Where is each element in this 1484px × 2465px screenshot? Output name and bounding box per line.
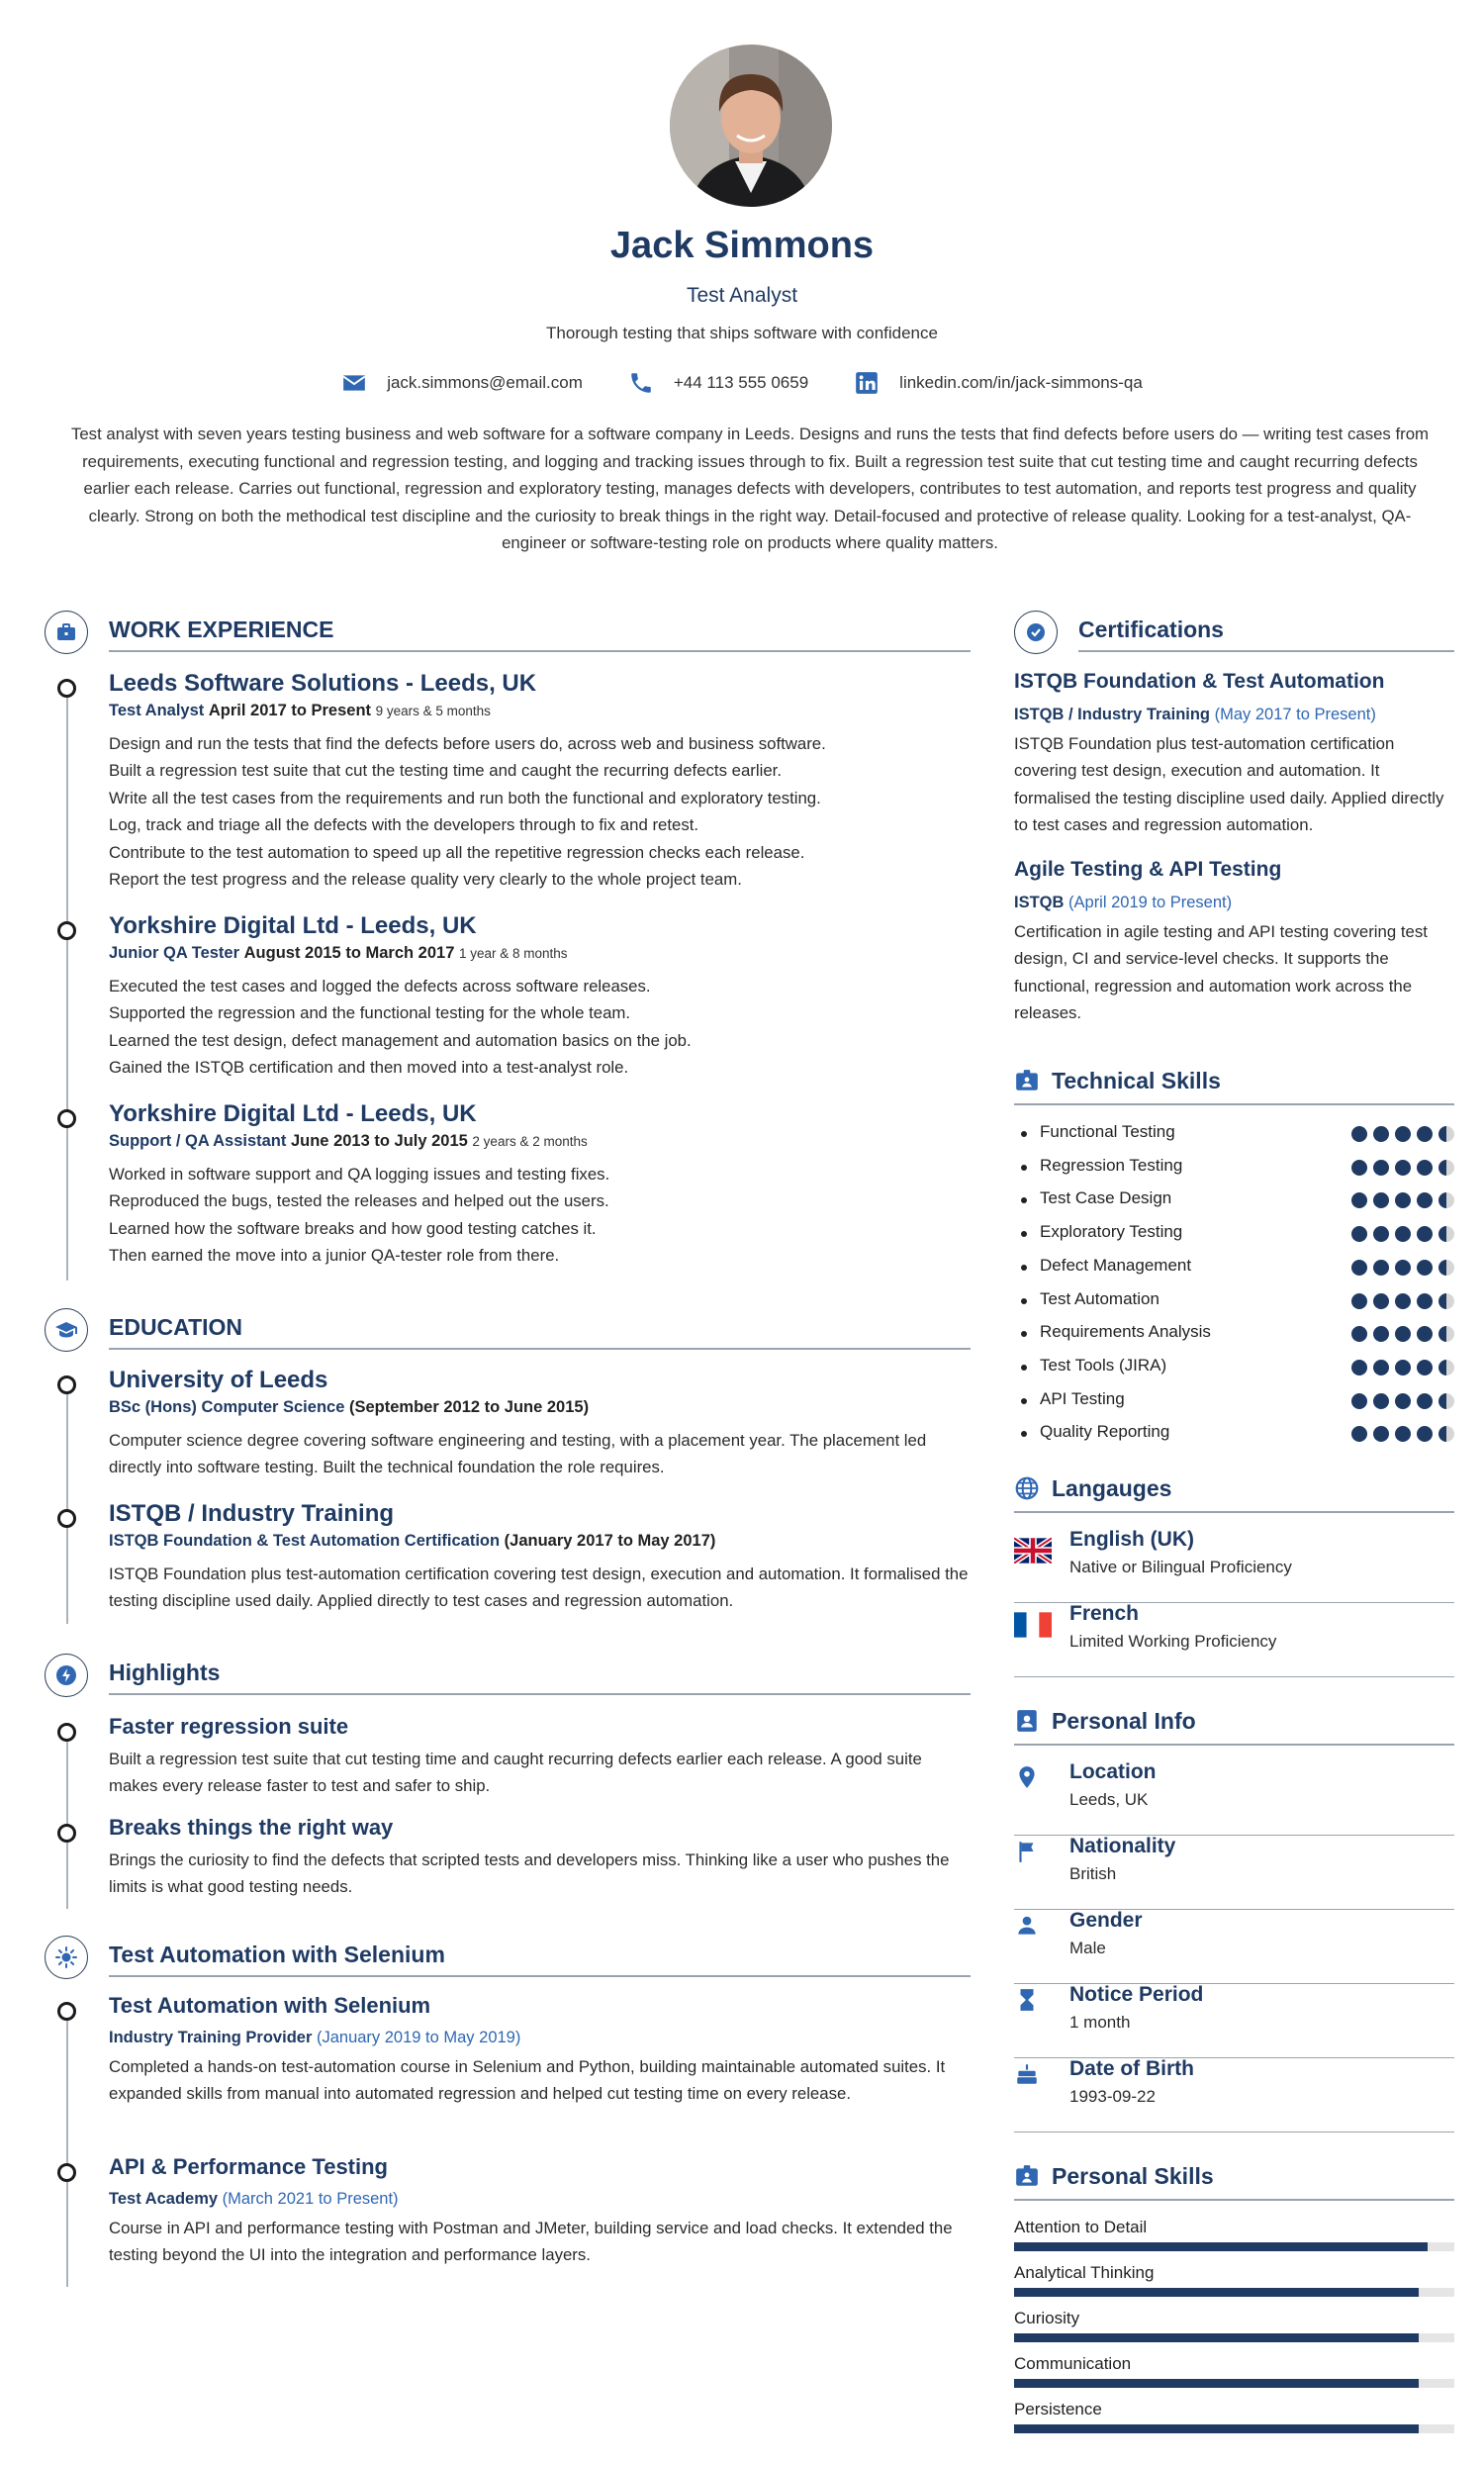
timeline-line [66, 1386, 68, 1624]
bullet-marker [1021, 1298, 1027, 1304]
job-duration: 9 years & 5 months [375, 704, 491, 718]
technical-skill-item [1014, 1156, 1454, 1180]
skill-name: Test Tools (JIRA) [1040, 1355, 1167, 1375]
phone-icon [628, 370, 654, 396]
section-title: EDUCATION [109, 1314, 243, 1340]
highlight-description: Built a regression test suite that cut testing time and caught recurring defects earlier each release. A good suite makes every release faster to test and safer to ship. [109, 1750, 922, 1796]
rating-dot [1395, 1426, 1411, 1442]
info-label: Notice Period [1069, 1983, 1204, 2006]
rating-dot [1373, 1293, 1389, 1309]
section-divider [1014, 1103, 1454, 1105]
linkedin-icon [854, 370, 880, 396]
timeline-dot [57, 1824, 76, 1843]
info-value: 1993-09-22 [1069, 2087, 1156, 2106]
rating-dot [1417, 1426, 1433, 1442]
lightning-icon [45, 1654, 88, 1697]
rating-dot [1438, 1226, 1454, 1242]
rating-dot [1395, 1226, 1411, 1242]
job-duration: 1 year & 8 months [458, 946, 568, 961]
skill-progress-track [1014, 2242, 1454, 2251]
contact-bar [0, 370, 1484, 396]
course-meta [109, 2029, 970, 2047]
info-value: British [1069, 1864, 1117, 1883]
course-description: Course in API and performance testing with Postman and JMeter, building service and load checks. It extended the testing beyond the UI into the integration and performance layers. [109, 2219, 953, 2265]
job-dates: August 2015 to March 2017 [243, 944, 455, 962]
highlight-description: Brings the curiosity to find the defects that scripted tests and developers miss. Thinking like a user who pushes the limits is what good testing needs. [109, 1850, 950, 1897]
skill-rating [1351, 1326, 1454, 1342]
section-divider [1078, 650, 1454, 652]
job-description [109, 730, 970, 893]
person-icon [1014, 1913, 1040, 1939]
rating-dot [1395, 1360, 1411, 1375]
job-bullet: Write all the test cases from the requirements and run both the functional and exploratory testing. [109, 788, 821, 807]
technical-skill-item [1014, 1356, 1454, 1379]
highlight-title: Faster regression suite [109, 1714, 349, 1739]
skill-name: Regression Testing [1040, 1155, 1183, 1175]
info-label: Location [1069, 1760, 1157, 1783]
info-label: Date of Birth [1069, 2057, 1194, 2080]
issuer-name: ISTQB [1014, 894, 1065, 911]
rating-dot [1438, 1192, 1454, 1208]
skill-progress-fill [1014, 2333, 1419, 2342]
certification-description: ISTQB Foundation plus test-automation certification covering test design, execution and automation. It formalised the testing discipline used daily. Applied directly to test cases and regression automation. [1014, 734, 1444, 835]
job-description [109, 973, 970, 1082]
personal-info-item [1014, 1983, 1454, 2058]
education-dates: (September 2012 to June 2015) [348, 1398, 590, 1416]
job-meta [109, 944, 970, 963]
courses-header [45, 1936, 971, 1979]
technical-skills-header [1014, 1064, 1454, 1107]
rating-dot [1395, 1293, 1411, 1309]
degree: ISTQB Foundation & Test Automation Certification [109, 1532, 501, 1550]
job-position: Support / QA Assistant [109, 1132, 287, 1150]
job-company: Yorkshire Digital Ltd - Leeds, UK [109, 912, 477, 939]
personal-info-item [1014, 1835, 1454, 1910]
uk-flag-icon [1014, 1538, 1052, 1564]
languages-header [1014, 1471, 1454, 1515]
skill-name: API Testing [1040, 1388, 1125, 1408]
rating-dot [1438, 1126, 1454, 1142]
skill-name: Functional Testing [1040, 1122, 1175, 1141]
skill-rating [1351, 1260, 1454, 1276]
skill-name: Persistence [1014, 2400, 1102, 2418]
contact-email[interactable] [341, 370, 583, 396]
skill-progress-fill [1014, 2242, 1428, 2251]
course-description: Completed a hands-on test-automation course in Selenium and Python, building maintainable automated suites. It expanded skills from manual into automated regression and helped cut testing time on every release. [109, 2057, 946, 2104]
rating-dot [1373, 1192, 1389, 1208]
skill-rating [1351, 1226, 1454, 1242]
personal-skill-item [1014, 2400, 1454, 2439]
highlight-title: Breaks things the right way [109, 1815, 394, 1840]
personal-skill-item [1014, 2218, 1454, 2257]
personal-skills-header [1014, 2159, 1454, 2203]
rating-dot [1351, 1160, 1367, 1176]
skill-progress-track [1014, 2379, 1454, 2388]
section-divider [1014, 1744, 1454, 1746]
technical-skill-item [1014, 1222, 1454, 1246]
section-divider [1014, 1511, 1454, 1513]
rating-dot [1351, 1393, 1367, 1409]
technical-skill-item [1014, 1289, 1454, 1313]
skill-name: Attention to Detail [1014, 2218, 1148, 2236]
rating-dot [1395, 1192, 1411, 1208]
info-label: Nationality [1069, 1835, 1176, 1857]
rating-dot [1351, 1426, 1367, 1442]
language-level: Limited Working Proficiency [1069, 1632, 1277, 1651]
course-entry [109, 1993, 970, 2108]
linkedin-text: linkedin.com/in/jack-simmons-qa [899, 373, 1143, 392]
bullet-marker [1021, 1165, 1027, 1171]
contact-card-icon [1014, 1708, 1040, 1734]
info-value: Male [1069, 1939, 1106, 1957]
bullet-marker [1021, 1331, 1027, 1337]
job-company: Leeds Software Solutions - Leeds, UK [109, 670, 537, 697]
course-title: API & Performance Testing [109, 2154, 388, 2179]
skill-progress-track [1014, 2288, 1454, 2297]
course-dates: (March 2021 to Present) [222, 2190, 399, 2208]
rating-dot [1395, 1160, 1411, 1176]
certification-entry [1014, 858, 1454, 1027]
personal-info-item [1014, 2057, 1454, 2133]
job-bullet: Design and run the tests that find the defects before users do, across web and business software. [109, 734, 826, 753]
rating-dot [1438, 1160, 1454, 1176]
rating-dot [1373, 1360, 1389, 1375]
profile-summary: Test analyst with seven years testing business and web software for a software company in Leeds. Designs and runs the tests that find defects before users do — writing test cases from requirements, executing functional and regression testing, and logging and tracking issues through to fix. Built a regression test suite that cut testing time and caught recurring defects earlier each release. Carries out functional, regression and exploratory testing, manages defects with developers, contributes to test automation, and reports test progress and quality clearly. Strong on both the methodical test discipline and the curiosity to break things in the right way. Detail-focused and protective of release quality. Looking for a test-analyst, QA-engineer or software-testing role on products where quality matters. [70, 425, 1430, 553]
rating-dot [1417, 1293, 1433, 1309]
skill-progress-fill [1014, 2424, 1419, 2433]
job-duration: 2 years & 2 months [472, 1134, 588, 1149]
bullet-marker [1021, 1365, 1027, 1371]
job-company: Yorkshire Digital Ltd - Leeds, UK [109, 1100, 477, 1127]
rating-dot [1373, 1426, 1389, 1442]
briefcase-icon [45, 611, 88, 654]
job-bullet: Log, track and triage all the defects with the developers through to fix and retest. [109, 815, 699, 835]
section-title: Test Automation with Selenium [109, 1942, 445, 1967]
rating-dot [1417, 1160, 1433, 1176]
skill-rating [1351, 1160, 1454, 1176]
course-meta [109, 2190, 970, 2209]
job-bullet: Worked in software support and QA logging issues and testing fixes. [109, 1165, 610, 1184]
section-title: Personal Skills [1052, 2163, 1214, 2189]
rating-dot [1373, 1393, 1389, 1409]
rating-dot [1351, 1360, 1367, 1375]
france-flag-icon [1014, 1612, 1052, 1638]
language-item [1014, 1602, 1454, 1677]
skill-rating [1351, 1126, 1454, 1142]
certification-title: ISTQB Foundation & Test Automation [1014, 670, 1385, 693]
section-title: WORK EXPERIENCE [109, 616, 334, 642]
skill-progress-fill [1014, 2379, 1419, 2388]
skill-rating [1351, 1192, 1454, 1208]
job-bullet: Contribute to the test automation to speed up all the repetitive regression checks each release. [109, 842, 805, 862]
rating-dot [1373, 1226, 1389, 1242]
skill-name: Defect Management [1040, 1255, 1192, 1275]
section-title: Technical Skills [1052, 1068, 1221, 1093]
section-divider [109, 1693, 971, 1695]
timeline-line [66, 2013, 68, 2287]
job-position: Test Analyst [109, 702, 205, 719]
timeline-dot [57, 2002, 76, 2021]
skill-rating [1351, 1426, 1454, 1442]
school-name: University of Leeds [109, 1367, 328, 1393]
timeline-dot [57, 921, 76, 940]
course-entry [109, 2154, 970, 2269]
education-entry [109, 1367, 970, 1481]
skill-rating [1351, 1360, 1454, 1375]
job-meta [109, 1132, 970, 1151]
hourglass-icon [1014, 1987, 1040, 2013]
personal-info-item [1014, 1760, 1454, 1836]
certification-title: Agile Testing & API Testing [1014, 858, 1282, 881]
rating-dot [1438, 1360, 1454, 1375]
timeline-dot [57, 1375, 76, 1394]
section-title: Certifications [1078, 616, 1224, 642]
skill-name: Quality Reporting [1040, 1422, 1170, 1442]
rating-dot [1351, 1126, 1367, 1142]
work-experience-header [45, 611, 971, 654]
certification-entry [1014, 670, 1454, 839]
job-dates: June 2013 to July 2015 [290, 1132, 468, 1150]
issuer-name: ISTQB / Industry Training [1014, 706, 1211, 723]
education-entry [109, 1500, 970, 1615]
tagline: Thorough testing that ships software with confidence [546, 324, 938, 342]
education-meta [109, 1532, 970, 1551]
rating-dot [1417, 1326, 1433, 1342]
timeline-line [66, 1733, 68, 1909]
rating-dot [1438, 1426, 1454, 1442]
job-bullet: Supported the regression and the functional testing for the whole team. [109, 1003, 631, 1023]
technical-skill-item [1014, 1256, 1454, 1280]
contact-linkedin[interactable] [854, 370, 1143, 396]
skill-name: Curiosity [1014, 2309, 1080, 2327]
rating-dot [1373, 1260, 1389, 1276]
candidate-name: Jack Simmons [609, 225, 875, 266]
email-icon [341, 370, 367, 396]
language-item [1014, 1528, 1454, 1603]
cake-icon [1014, 2061, 1040, 2087]
job-bullet: Reproduced the bugs, tested the releases and helped out the users. [109, 1191, 609, 1211]
school-name: ISTQB / Industry Training [109, 1500, 395, 1527]
bullet-marker [1021, 1197, 1027, 1203]
timeline-dot [57, 1509, 76, 1528]
rating-dot [1395, 1260, 1411, 1276]
job-entry [109, 912, 970, 1082]
skill-progress-fill [1014, 2288, 1419, 2297]
rating-dot [1417, 1360, 1433, 1375]
skill-name: Test Case Design [1040, 1188, 1172, 1208]
job-position: Junior QA Tester [109, 944, 240, 962]
language-level: Native or Bilingual Proficiency [1069, 1558, 1292, 1576]
course-provider: Industry Training Provider [109, 2029, 313, 2046]
certifications-header [1014, 611, 1454, 654]
badge-check-icon [1014, 611, 1058, 654]
education-header [45, 1308, 971, 1352]
section-title: Langauges [1052, 1475, 1172, 1501]
job-entry [109, 670, 970, 893]
rating-dot [1373, 1326, 1389, 1342]
skill-rating [1351, 1393, 1454, 1409]
bullet-marker [1021, 1231, 1027, 1237]
rating-dot [1438, 1326, 1454, 1342]
timeline-dot [57, 1109, 76, 1128]
contact-phone[interactable] [628, 370, 808, 396]
technical-skill-item [1014, 1322, 1454, 1346]
info-value: Leeds, UK [1069, 1790, 1149, 1809]
candidate-role: Test Analyst [686, 284, 798, 307]
rating-dot [1395, 1326, 1411, 1342]
language-name: French [1069, 1602, 1140, 1625]
certification-dates: (May 2017 to Present) [1214, 706, 1376, 723]
timeline-line [66, 690, 68, 1280]
certification-dates: (April 2019 to Present) [1068, 894, 1233, 911]
flag-icon [1014, 1839, 1040, 1864]
graduation-cap-icon [45, 1308, 88, 1352]
rating-dot [1417, 1260, 1433, 1276]
degree: BSc (Hons) Computer Science [109, 1398, 345, 1416]
phone-text: +44 113 555 0659 [673, 373, 809, 392]
job-bullet: Gained the ISTQB certification and then moved into a test-analyst role. [109, 1058, 629, 1078]
job-bullet: Learned the test design, defect management and automation basics on the job. [109, 1030, 692, 1050]
job-bullet: Report the test progress and the release quality very clearly to the whole project team. [109, 870, 742, 890]
personal-skill-item [1014, 2263, 1454, 2303]
section-divider [109, 1975, 971, 1977]
personal-info-item [1014, 1909, 1454, 1984]
education-description: ISTQB Foundation plus test-automation certification covering test design, execution and automation. It formalised the testing discipline used daily. Applied directly to test cases and regression automation. [109, 1564, 969, 1611]
job-entry [109, 1100, 970, 1270]
bullet-marker [1021, 1131, 1027, 1137]
education-meta [109, 1398, 970, 1417]
info-label: Gender [1069, 1909, 1143, 1932]
rating-dot [1395, 1393, 1411, 1409]
education-description: Computer science degree covering software engineering and testing, with a placement year. The placement led directly into software testing. Built the technical foundation the role requires. [109, 1431, 927, 1477]
job-dates: April 2017 to Present [208, 702, 372, 719]
skill-name: Analytical Thinking [1014, 2263, 1155, 2282]
email-text: jack.simmons@email.com [387, 373, 583, 392]
timeline-dot [57, 2163, 76, 2182]
technical-skill-item [1014, 1389, 1454, 1413]
skill-name: Test Automation [1040, 1288, 1159, 1308]
rating-dot [1417, 1393, 1433, 1409]
technical-skill-item [1014, 1188, 1454, 1212]
rating-dot [1438, 1293, 1454, 1309]
rating-dot [1417, 1226, 1433, 1242]
rating-dot [1395, 1126, 1411, 1142]
section-divider [1014, 2199, 1454, 2201]
profile-photo [670, 45, 832, 207]
location-pin-icon [1014, 1764, 1040, 1790]
section-title: Personal Info [1052, 1708, 1196, 1734]
section-divider [109, 650, 971, 652]
skill-rating [1351, 1293, 1454, 1309]
globe-icon [1014, 1475, 1040, 1501]
course-dates: (January 2019 to May 2019) [316, 2029, 521, 2046]
sun-icon [45, 1936, 88, 1979]
skill-progress-track [1014, 2333, 1454, 2342]
id-badge-icon [1014, 1068, 1040, 1093]
highlight-entry [109, 1815, 970, 1901]
technical-skill-item [1014, 1122, 1454, 1146]
course-provider: Test Academy [109, 2190, 219, 2208]
rating-dot [1373, 1160, 1389, 1176]
timeline-dot [57, 1723, 76, 1742]
rating-dot [1351, 1293, 1367, 1309]
technical-skill-item [1014, 1422, 1454, 1446]
personal-skill-item [1014, 2309, 1454, 2348]
highlight-entry [109, 1714, 970, 1800]
education-dates: (January 2017 to May 2017) [504, 1532, 716, 1550]
skill-progress-track [1014, 2424, 1454, 2433]
rating-dot [1351, 1192, 1367, 1208]
rating-dot [1417, 1126, 1433, 1142]
rating-dot [1351, 1226, 1367, 1242]
job-description [109, 1161, 970, 1270]
timeline-dot [57, 679, 76, 698]
bullet-marker [1021, 1265, 1027, 1271]
certification-issuer [1014, 894, 1454, 912]
language-name: English (UK) [1069, 1528, 1194, 1551]
skill-name: Exploratory Testing [1040, 1222, 1183, 1242]
certification-issuer [1014, 706, 1454, 724]
skill-name: Communication [1014, 2354, 1132, 2373]
job-bullet: Then earned the move into a junior QA-tester role from there. [109, 1246, 560, 1266]
section-divider [109, 1348, 971, 1350]
id-badge-icon [1014, 2163, 1040, 2189]
course-title: Test Automation with Selenium [109, 1993, 431, 2018]
job-bullet: Learned how the software breaks and how good testing catches it. [109, 1218, 597, 1238]
rating-dot [1438, 1393, 1454, 1409]
bullet-marker [1021, 1431, 1027, 1437]
job-meta [109, 702, 970, 720]
section-title: Highlights [109, 1659, 221, 1685]
personal-skill-item [1014, 2354, 1454, 2394]
rating-dot [1351, 1326, 1367, 1342]
info-value: 1 month [1069, 2013, 1131, 2032]
skill-name: Requirements Analysis [1040, 1322, 1211, 1342]
bullet-marker [1021, 1398, 1027, 1404]
personal-info-header [1014, 1704, 1454, 1748]
rating-dot [1373, 1126, 1389, 1142]
job-bullet: Executed the test cases and logged the defects across software releases. [109, 977, 651, 995]
job-bullet: Built a regression test suite that cut the testing time and caught the recurring defects earlier. [109, 761, 783, 781]
rating-dot [1351, 1260, 1367, 1276]
certification-description: Certification in agile testing and API testing covering test design, CI and service-level checks. It supports the functional, regression and automation work across the releases. [1014, 922, 1428, 1023]
rating-dot [1417, 1192, 1433, 1208]
rating-dot [1438, 1260, 1454, 1276]
highlights-header [45, 1654, 971, 1697]
